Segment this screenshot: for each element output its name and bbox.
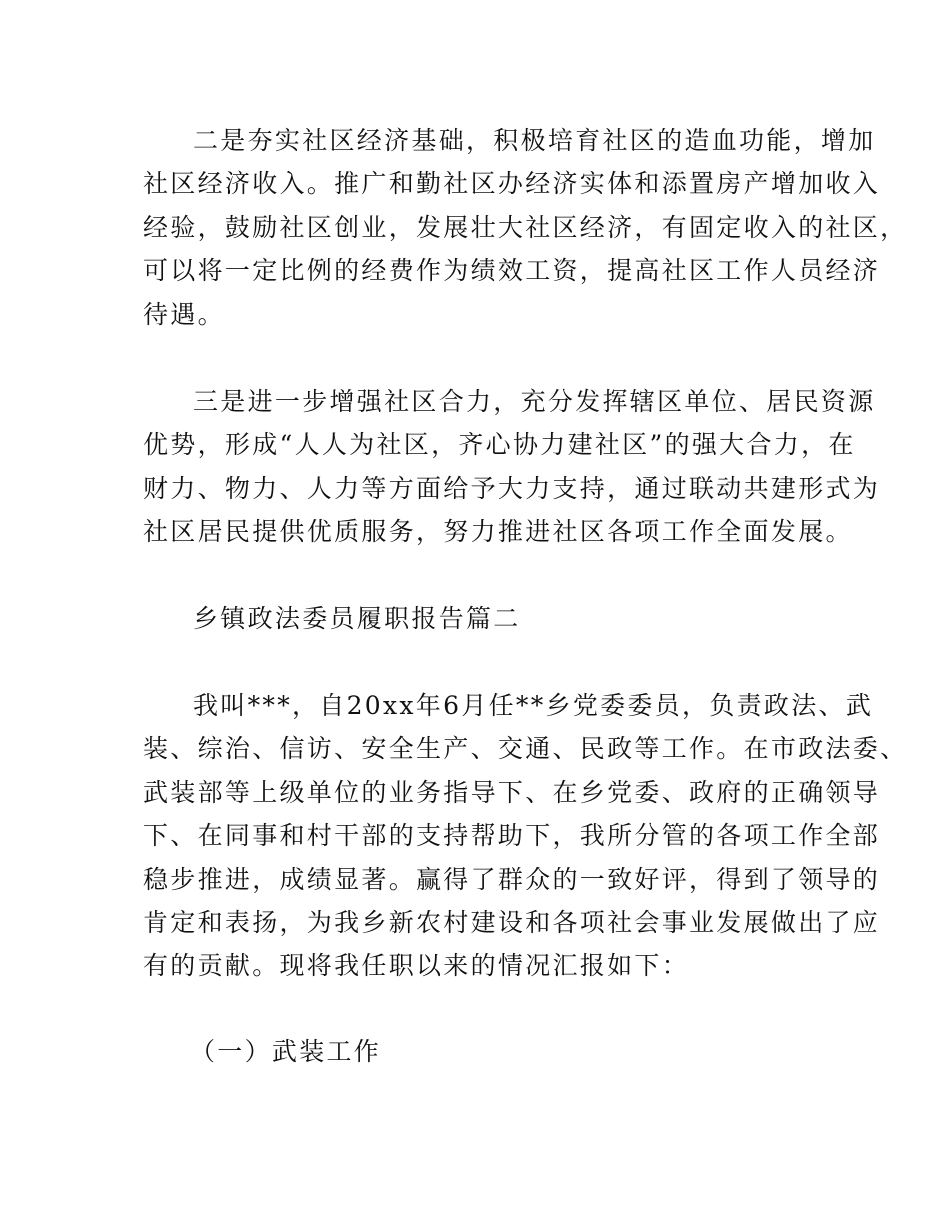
text-line: 经验，鼓励社区创业，发展壮大社区经济，有固定收入的社区， (143, 212, 908, 242)
text-line: 肯定和表扬，为我乡新农村建设和各项社会事业发展做出了应 (143, 907, 881, 937)
text-line: 我叫***，自20xx年6月任**乡党委委员，负责政法、武 (193, 691, 874, 720)
text-line: 二是夯实社区经济基础，积极培育社区的造血功能，增加 (193, 126, 876, 155)
text-line: 三是进一步增强社区合力，充分发挥辖区单位、居民资源 (193, 387, 876, 416)
paragraph-economic-foundation (143, 119, 908, 336)
subheading-armed-forces-work (190, 1030, 890, 1073)
subheading-text: （一）武装工作 (190, 1037, 382, 1066)
text-line: 可以将一定比例的经费作为绩效工资，提高社区工作人员经济 (143, 256, 881, 286)
text-line: 待遇。 (143, 299, 225, 329)
text-line: 财力、物力、人力等方面给予大力支持，通过联动共建形式为 (143, 473, 881, 503)
paragraph-introduction (143, 684, 908, 988)
text-line: 社区居民提供优质服务，努力推进社区各项工作全面发展。 (143, 517, 853, 547)
text-line: 社区经济收入。推广和勤社区办经济实体和添置房产增加收入 (143, 169, 881, 199)
text-line: 有的贡献。现将我任职以来的情况汇报如下： (143, 951, 690, 981)
text-line: 武装部等上级单位的业务指导下、在乡党委、政府的正确领导 (143, 777, 881, 807)
section-heading-text: 乡镇政法委员履职报告篇二 (193, 604, 521, 633)
text-line: 稳步推进，成绩显著。赢得了群众的一致好评，得到了领导的 (143, 864, 881, 894)
text-line: 下、在同事和村干部的支持帮助下，我所分管的各项工作全部 (143, 821, 881, 851)
paragraph-community-synergy (143, 380, 881, 554)
text-line: 装、综治、信访、安全生产、交通、民政等工作。在市政法委、 (143, 734, 908, 764)
text-line: 优势，形成“人人为社区，齐心协力建社区”的强大合力，在 (143, 430, 856, 460)
section-heading (143, 597, 843, 640)
